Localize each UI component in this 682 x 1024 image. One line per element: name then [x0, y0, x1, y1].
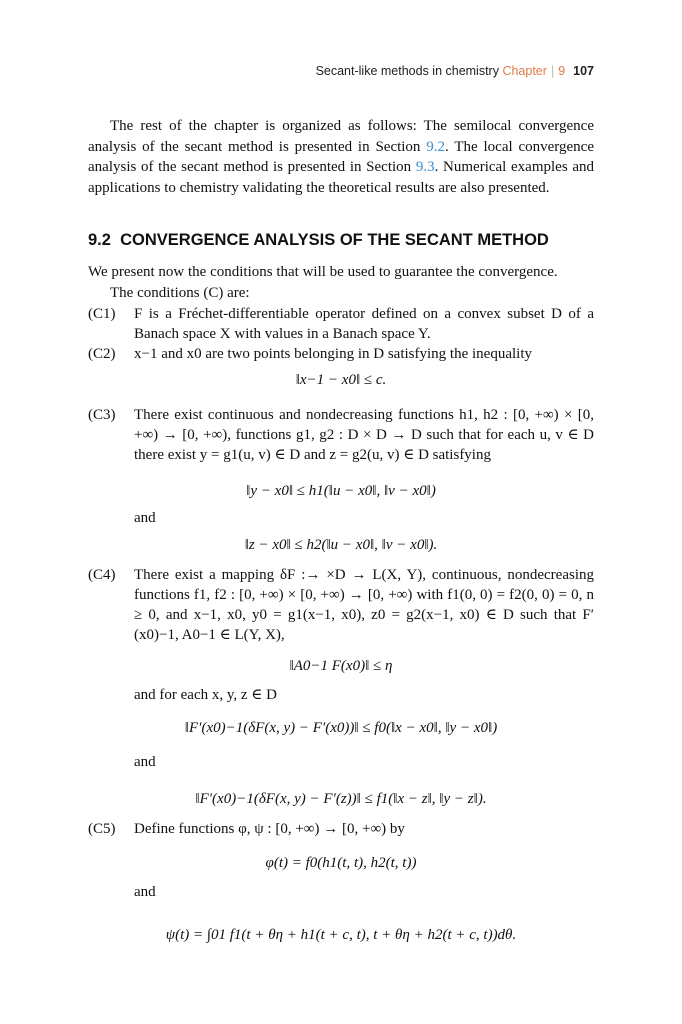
- condition-label: (C3): [88, 407, 116, 423]
- condition-c3: [88, 405, 594, 465]
- condition-c1-text: F is a Fréchet-differentiable operator defined on a convex subset D of a Banach space X with values in a Banach space Y.: [134, 306, 594, 342]
- equation-f1-bound: ‖F′(x0)−1(δF(x, y) − F′(z))‖ ≤ f1(‖x − z‖, ‖y − z‖).: [195, 791, 487, 807]
- condition-c2-text: x−1 and x0 are two points belonging in D satisfying the inequality: [134, 346, 532, 362]
- chapter-label: Chapter: [502, 64, 547, 78]
- condition-label: (C4): [88, 567, 116, 583]
- equation-psi: ψ(t) = ∫01 f1(t + θη + h1(t + c, t), t + θη + h2(t + c, t))dθ.: [165, 927, 517, 943]
- equation-phi: φ(t) = f0(h1(t, t), h2(t, t)): [265, 855, 417, 871]
- equation-eta-bound: ‖A0−1 F(x0)‖ ≤ η: [289, 658, 393, 674]
- running-head: [316, 64, 594, 78]
- condition-c5: [88, 819, 594, 839]
- condition-c3-text: There exist continuous and nondecreasing functions h1, h2 : [0, +∞) × [0, +∞) → [0, +∞), functions g1, g2 : D × D → D such that for each u, v ∈ D there exist y = g1(u, v) ∈ D and z = g2(u, v) ∈ D satisfying: [134, 407, 594, 463]
- intro-text-2: . The local convergence analysis of the secant method is presented in Section: [88, 138, 594, 175]
- condition-c1: [88, 304, 594, 344]
- connective-for-each: and for each x, y, z ∈ D: [134, 687, 277, 703]
- connective-and: and: [134, 510, 156, 526]
- intro-text-1: The rest of the chapter is organized as follows: The semilocal convergence analysis of the secant method is presented in Section: [88, 118, 594, 155]
- condition-c5-text: Define functions φ, ψ : [0, +∞) → [0, +∞) by: [134, 821, 405, 837]
- condition-label: (C2): [88, 346, 116, 362]
- chapter-number: 9: [558, 64, 566, 78]
- intro-paragraph: [88, 116, 594, 198]
- section-number: 9.2: [88, 231, 111, 249]
- conditions-list-intro: The conditions (C) are:: [110, 284, 250, 301]
- header-separator: |: [550, 64, 555, 78]
- equation-z-bound: ‖z − x0‖ ≤ h2(‖u − x0‖, ‖v − x0‖).: [244, 537, 438, 553]
- condition-c4-text: There exist a mapping δF :→ ×D → L(X, Y), continuous, nondecreasing functions f1, f2 : [0, +∞) × [0, +∞) → [0, +∞) with f1(0, 0) = f2(0, 0) = 0, n ≥ 0, and x−1, x0, y0 = g1(x−1, x0), z0 = g2(x−1, x0) ∈ D such that F′(x0)−1, A0−1 ∈ L(Y, X),: [134, 567, 594, 643]
- equation-y-bound: ‖y − x0‖ ≤ h1(‖u − x0‖, ‖v − x0‖): [246, 483, 436, 499]
- section-9-2-link[interactable]: 9.2: [426, 138, 446, 155]
- condition-c2: [88, 344, 594, 364]
- conditions-intro: [88, 262, 594, 303]
- page-number: 107: [573, 64, 594, 78]
- condition-label: (C1): [88, 306, 116, 322]
- section-title: CONVERGENCE ANALYSIS OF THE SECANT METHOD: [120, 231, 549, 249]
- connective-and: and: [134, 754, 156, 770]
- conditions-intro-line: We present now the conditions that will be used to guarantee the convergence.: [88, 264, 558, 280]
- section-heading: [88, 231, 549, 250]
- equation-c2: ‖x−1 − x0‖ ≤ c.: [295, 372, 387, 388]
- book-part-title: Secant-like methods in chemistry: [315, 64, 499, 78]
- intro-text-3: . Numerical examples and applications to chemistry validating the theoretical results are also presented.: [88, 159, 594, 196]
- equation-f0-bound: ‖F′(x0)−1(δF(x, y) − F′(x0))‖ ≤ f0(‖x − x0‖, ‖y − x0‖): [184, 720, 498, 736]
- condition-c4: [88, 565, 594, 645]
- condition-label: (C5): [88, 821, 116, 837]
- section-9-3-link[interactable]: 9.3: [415, 159, 435, 175]
- connective-and: and: [134, 884, 156, 900]
